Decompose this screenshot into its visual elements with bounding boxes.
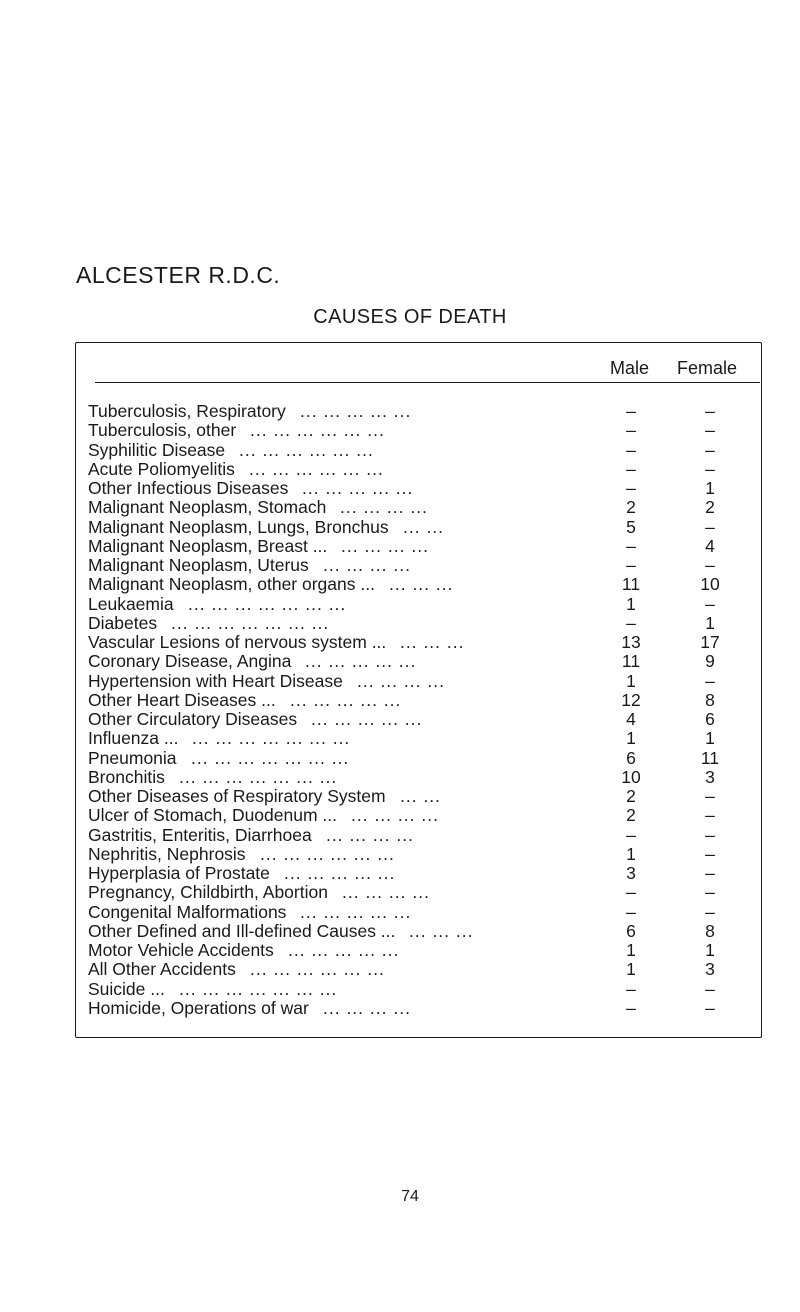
male-count: – (626, 882, 636, 903)
female-count: – (705, 420, 715, 441)
cause-label: Malignant Neoplasm, Stomach (88, 497, 327, 518)
male-count: – (626, 535, 636, 556)
leader-dots: ... ... ... ... ... ... (250, 421, 385, 441)
female-count: 4 (705, 535, 715, 556)
female-count: 8 (705, 920, 715, 941)
leader-dots: ... ... ... ... ... (302, 479, 414, 498)
cause-label: Other Diseases of Respiratory System (88, 786, 386, 806)
table-row (0, 864, 800, 883)
male-count: – (626, 612, 636, 633)
table-row (0, 845, 800, 864)
table-row (0, 479, 800, 498)
table-row (0, 556, 800, 575)
cause-label: Tuberculosis, Respiratory (88, 401, 286, 421)
leader-dots: ... ... ... ... ... (290, 690, 402, 710)
female-count: 17 (700, 632, 720, 652)
leader-dots: ... ... (400, 787, 442, 806)
cause-label: Nephritis, Nephrosis (88, 843, 246, 864)
table-row (0, 460, 800, 479)
table-row (0, 652, 800, 671)
female-count: – (705, 670, 715, 691)
female-count: 3 (705, 766, 715, 787)
male-count: 10 (621, 766, 641, 787)
female-count: – (705, 401, 715, 421)
cause-label: Other Infectious Diseases (88, 478, 289, 498)
female-count: – (705, 458, 715, 479)
female-count: – (705, 439, 715, 460)
male-count: 12 (621, 689, 641, 710)
leader-dots: ... ... ... ... (351, 806, 439, 826)
female-count: – (705, 593, 715, 614)
female-count: – (705, 901, 715, 922)
table-row (0, 922, 800, 941)
male-count: 1 (626, 959, 636, 980)
female-count: – (705, 824, 715, 845)
male-count: 13 (621, 632, 641, 652)
female-count: – (705, 555, 715, 575)
male-count: 4 (626, 709, 636, 729)
leader-dots: ... ... ... ... (323, 998, 411, 1018)
cause-label: Pneumonia (88, 747, 177, 768)
table-row (0, 575, 800, 594)
male-count: 3 (626, 863, 636, 883)
leader-dots: ... ... ... ... (326, 825, 414, 845)
female-count: 1 (705, 478, 715, 498)
male-count: 1 (626, 843, 636, 864)
cause-label: Homicide, Operations of war (88, 997, 309, 1018)
cause-label: Motor Vehicle Accidents (88, 940, 274, 960)
female-count: – (705, 863, 715, 883)
leader-dots: ... ... ... ... ... ... (249, 459, 384, 479)
female-count: – (705, 786, 715, 806)
table-row (0, 999, 800, 1018)
leader-dots: ... ... ... ... ... ... ... (179, 979, 338, 999)
female-count: – (705, 805, 715, 826)
table-row (0, 537, 800, 556)
leader-dots: ... ... ... ... ... ... ... (188, 594, 347, 614)
table-row (0, 749, 800, 768)
cause-label: Congenital Malformations (88, 901, 287, 922)
female-count: 2 (705, 497, 715, 518)
cause-label: Malignant Neoplasm, Uterus (88, 555, 309, 575)
male-count: 6 (626, 920, 636, 941)
leader-dots: ... ... ... ... ... ... ... (171, 613, 330, 633)
table-row (0, 883, 800, 902)
cause-label: Ulcer of Stomach, Duodenum ... (88, 805, 337, 826)
male-count: – (626, 978, 636, 999)
female-count: 1 (705, 940, 715, 960)
cause-label: Vascular Lesions of nervous system ... (88, 632, 387, 652)
cause-label: Acute Poliomyelitis (88, 458, 235, 479)
leader-dots: ... ... ... ... (341, 536, 429, 556)
cause-label: Other Circulatory Diseases (88, 709, 298, 729)
leader-dots: ... ... ... ... ... (288, 941, 400, 960)
female-count: 8 (705, 689, 715, 710)
female-count: 1 (705, 728, 715, 749)
table-row (0, 729, 800, 748)
leader-dots: ... ... ... ... (357, 671, 445, 691)
male-count: – (626, 439, 636, 460)
page-number: 74 (401, 1188, 419, 1205)
male-count: – (626, 478, 636, 498)
male-count: 1 (626, 728, 636, 749)
cause-label: Leukaemia (88, 593, 174, 614)
cause-label: Syphilitic Disease (88, 439, 226, 460)
leader-dots: ... ... ... (409, 921, 474, 941)
cause-label: Malignant Neoplasm, Breast ... (88, 535, 328, 556)
cause-label: Tuberculosis, other (88, 420, 237, 441)
male-count: – (626, 901, 636, 922)
male-count: 6 (626, 747, 636, 768)
male-count: – (626, 555, 636, 575)
table-row (0, 710, 800, 729)
female-count: – (705, 843, 715, 864)
male-count: 2 (626, 497, 636, 518)
male-count: 11 (621, 574, 641, 595)
cause-label: Hypertension with Heart Disease (88, 670, 343, 691)
leader-dots: ... ... ... ... ... ... ... (179, 767, 338, 787)
cause-label: Influenza ... (88, 728, 179, 749)
cause-label: Hyperplasia of Prostate (88, 863, 270, 883)
leader-dots: ... ... ... ... (342, 883, 430, 903)
male-count: – (626, 401, 636, 421)
male-count: – (626, 420, 636, 441)
table-row (0, 672, 800, 691)
column-header-female: Female (677, 358, 738, 378)
table-row (0, 691, 800, 710)
leader-dots: ... ... ... ... (340, 498, 428, 518)
male-count: 2 (626, 786, 636, 806)
cause-label: Bronchitis (88, 766, 165, 787)
table-row (0, 633, 800, 652)
female-count: 6 (705, 709, 715, 729)
leader-dots: ... ... ... ... ... ... ... (192, 729, 351, 749)
female-count: – (705, 997, 715, 1018)
cause-label: Malignant Neoplasm, Lungs, Bronchus (88, 516, 389, 537)
cause-label: Diabetes (88, 612, 158, 633)
leader-dots: ... ... ... ... ... ... ... (191, 748, 350, 768)
table-row (0, 903, 800, 922)
table-row (0, 826, 800, 845)
table-row (0, 498, 800, 517)
table-row (0, 402, 800, 421)
leader-dots: ... ... ... ... ... (300, 902, 412, 922)
page-subtitle: CAUSES OF DEATH (313, 306, 507, 328)
cause-label: Other Defined and Ill-defined Causes ... (88, 920, 396, 941)
leader-dots: ... ... ... ... ... ... (250, 960, 385, 980)
leader-dots: ... ... ... ... ... ... (260, 844, 395, 864)
leader-dots: ... ... ... ... ... (284, 864, 396, 883)
male-count: – (626, 824, 636, 845)
page-title: ALCESTER R.D.C. (76, 262, 281, 288)
female-count: 1 (705, 612, 715, 633)
table-row (0, 768, 800, 787)
cause-label: Gastritis, Enteritis, Diarrhoea (88, 824, 312, 845)
table-row (0, 614, 800, 633)
table-row (0, 421, 800, 440)
male-count: 2 (626, 805, 636, 826)
table-row (0, 806, 800, 825)
leader-dots: ... ... ... (389, 575, 454, 595)
female-count: 10 (700, 574, 720, 595)
male-count: 11 (621, 651, 641, 672)
cause-label: All Other Accidents (88, 959, 236, 980)
male-count: – (626, 997, 636, 1018)
cause-label: Coronary Disease, Angina (88, 651, 292, 672)
female-count: 11 (700, 747, 720, 768)
male-count: 1 (626, 670, 636, 691)
leader-dots: ... ... ... ... ... ... (239, 440, 374, 460)
table-row (0, 518, 800, 537)
leader-dots: ... ... ... ... ... (300, 402, 412, 421)
cause-label: Pregnancy, Childbirth, Abortion (88, 882, 328, 903)
table-row (0, 441, 800, 460)
female-count: – (705, 516, 715, 537)
leader-dots: ... ... ... ... (323, 556, 411, 575)
cause-label: Suicide ... (88, 978, 165, 999)
table-row (0, 980, 800, 999)
cause-label: Malignant Neoplasm, other organs ... (88, 574, 375, 595)
male-count: 1 (626, 593, 636, 614)
column-header-male: Male (610, 358, 650, 378)
male-count: – (626, 458, 636, 479)
leader-dots: ... ... ... ... ... (311, 710, 423, 729)
cause-label: Other Heart Diseases ... (88, 689, 276, 710)
leader-dots: ... ... ... (400, 633, 465, 652)
table-row (0, 787, 800, 806)
female-count: 3 (705, 959, 715, 980)
leader-dots: ... ... ... ... ... (305, 652, 417, 672)
table-row (0, 595, 800, 614)
female-count: – (705, 882, 715, 903)
table-row (0, 960, 800, 979)
male-count: 5 (626, 516, 636, 537)
female-count: 9 (705, 651, 715, 672)
leader-dots: ... ... (403, 517, 445, 537)
male-count: 1 (626, 940, 636, 960)
table-row (0, 941, 800, 960)
female-count: – (705, 978, 715, 999)
